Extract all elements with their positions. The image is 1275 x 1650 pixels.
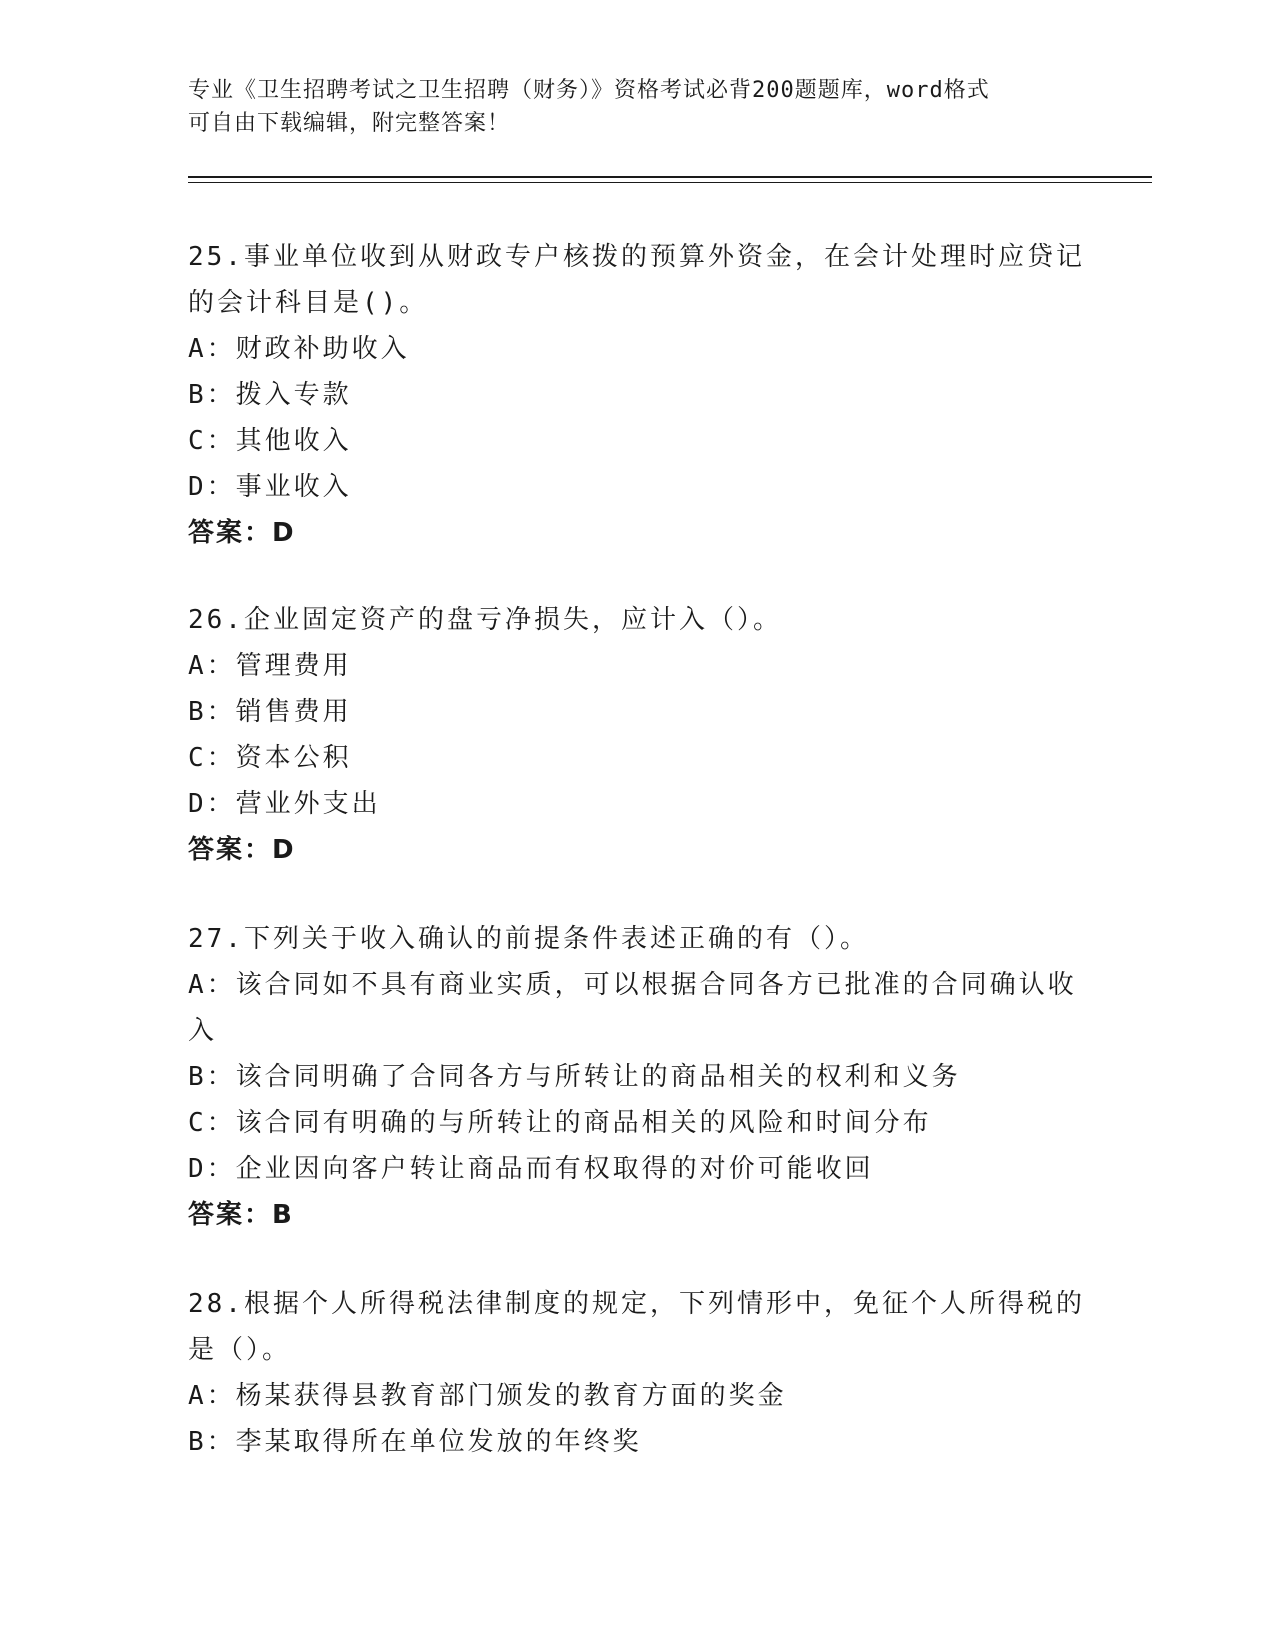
header-divider-thin <box>188 182 1152 183</box>
option-d: D：事业收入 <box>188 472 352 502</box>
option-b: B：销售费用 <box>188 697 352 727</box>
question-25 <box>188 234 1088 556</box>
option-a: A：财政补助收入 <box>188 334 410 364</box>
option-d: D：营业外支出 <box>188 789 381 819</box>
question-stem: 25.事业单位收到从财政专户核拨的预算外资金，在会计处理时应贷记 <box>188 242 1085 272</box>
question-28 <box>188 1281 1088 1465</box>
question-stem: 27.下列关于收入确认的前提条件表述正确的有（）。 <box>188 924 869 954</box>
header-line-2: 可自由下载编辑，附完整答案！ <box>188 111 511 136</box>
question-26 <box>188 597 1088 873</box>
option-a: A：管理费用 <box>188 651 352 681</box>
question-stem: 28.根据个人所得税法律制度的规定，下列情形中，免征个人所得税的 <box>188 1289 1085 1319</box>
option-c: C：其他收入 <box>188 426 352 456</box>
answer-line: 答案：D <box>188 835 296 865</box>
option-a-continued: 入 <box>188 1016 218 1046</box>
answer-line: 答案：B <box>188 1200 294 1230</box>
document-header <box>188 74 1088 140</box>
header-divider-thick <box>188 176 1152 178</box>
option-c: C：资本公积 <box>188 743 352 773</box>
question-stem: 是（）。 <box>188 1335 292 1365</box>
option-b: B：该合同明确了合同各方与所转让的商品相关的权利和义务 <box>188 1062 961 1092</box>
option-a: A：该合同如不具有商业实质，可以根据合同各方已批准的合同确认收 <box>188 970 1077 1000</box>
answer-line: 答案：D <box>188 518 296 548</box>
header-line-1: 专业《卫生招聘考试之卫生招聘（财务）》资格考试必背200题题库，word格式 <box>188 78 990 103</box>
option-d: D：企业因向客户转让商品而有权取得的对价可能收回 <box>188 1154 874 1184</box>
question-27 <box>188 916 1088 1238</box>
question-stem: 26.企业固定资产的盘亏净损失，应计入（）。 <box>188 605 782 635</box>
question-stem: 的会计科目是()。 <box>188 288 429 318</box>
option-a: A：杨某获得县教育部门颁发的教育方面的奖金 <box>188 1381 787 1411</box>
option-b: B：李某取得所在单位发放的年终奖 <box>188 1427 642 1457</box>
option-b: B：拨入专款 <box>188 380 352 410</box>
option-c: C：该合同有明确的与所转让的商品相关的风险和时间分布 <box>188 1108 932 1138</box>
